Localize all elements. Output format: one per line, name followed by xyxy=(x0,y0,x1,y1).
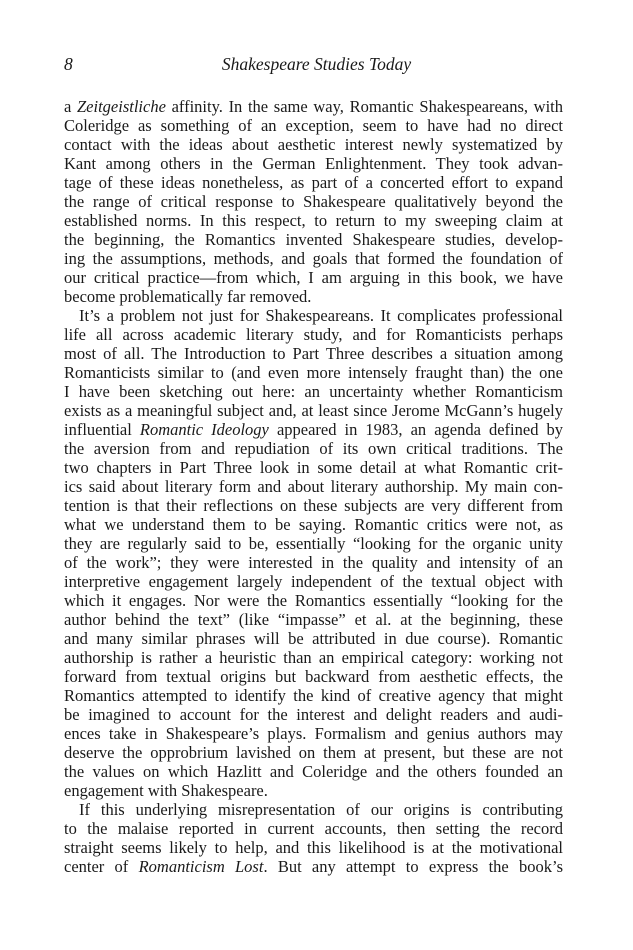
text-line xyxy=(64,819,563,838)
text-run: our critical practice—from which, I am arguing in this book, we have xyxy=(64,268,563,287)
text-line xyxy=(64,192,563,211)
text-run: and many similar phrases will be attributed in due course). Romantic xyxy=(64,629,563,648)
text-line xyxy=(64,838,563,857)
text-line xyxy=(64,705,563,724)
text-run: . But any attempt to express the book’s xyxy=(263,857,563,876)
text-line xyxy=(64,496,563,515)
text-line xyxy=(64,515,563,534)
text-run: established norms. In this respect, to return to my sweeping claim at xyxy=(64,211,563,230)
text-run: engagement with Shakespeare. xyxy=(64,781,268,800)
text-run: tention is that their reflections on these subjects are very different from xyxy=(64,496,563,515)
text-run: two chapters in Part Three look in some detail at what Romantic crit- xyxy=(64,458,563,477)
running-title: Shakespeare Studies Today xyxy=(221,54,412,74)
text-line xyxy=(64,724,563,743)
text-line xyxy=(64,629,563,648)
text-run: to the malaise reported in current accounts, then setting the record xyxy=(64,819,563,838)
text-line xyxy=(64,553,563,572)
text-run: ences take in Shakespeare’s plays. Formalism and genius authors may xyxy=(64,724,563,743)
text-line xyxy=(64,325,563,344)
text-line xyxy=(64,667,563,686)
text-run: Romanticists similar to (and even more intensely fraught than) the one xyxy=(64,363,563,382)
text-line xyxy=(64,268,563,287)
text-line xyxy=(64,800,563,819)
text-run: of the work”; they were interested in the quality and intensity of an xyxy=(64,553,563,572)
text-line xyxy=(64,743,563,762)
text-run: the beginning, the Romantics invented Shakespeare studies, develop- xyxy=(64,230,563,249)
text-line xyxy=(64,591,563,610)
text-run: ing the assumptions, methods, and goals that formed the foundation of xyxy=(64,249,563,268)
text-run: a xyxy=(64,97,77,116)
text-line xyxy=(64,610,563,629)
italic-title: Romantic Ideology xyxy=(139,420,269,439)
text-run: It’s a problem not just for Shakespeareans. It complicates professional xyxy=(79,306,563,325)
text-line xyxy=(64,306,563,325)
text-run: I have been sketching out here: an uncertainty whether Romanticism xyxy=(64,382,563,401)
text-line xyxy=(64,135,563,154)
text-line xyxy=(64,382,563,401)
running-header xyxy=(64,54,569,76)
text-run: contact with the ideas about aesthetic interest newly systematized by xyxy=(64,135,563,154)
text-line xyxy=(64,458,563,477)
text-run: be imagined to account for the interest and delight readers and audi- xyxy=(64,705,563,724)
text-run: author behind the text” (like “impasse” et al. at the beginning, these xyxy=(64,610,563,629)
text-line xyxy=(64,344,563,363)
text-line xyxy=(64,173,563,192)
text-run: appeared in 1983, an agenda defined by xyxy=(268,420,563,439)
text-run: Kant among others in the German Enlightenment. They took advan- xyxy=(64,154,563,173)
body-text xyxy=(64,97,563,876)
text-line xyxy=(64,420,563,439)
text-run: become problematically far removed. xyxy=(64,287,312,306)
text-run: center of xyxy=(64,857,139,876)
text-run: ics said about literary form and about literary authorship. My main con- xyxy=(64,477,563,496)
text-line xyxy=(64,857,563,876)
text-run: interpretive engagement largely independent of the textual object with xyxy=(64,572,563,591)
text-run: the values on which Hazlitt and Coleridge and the others founded an xyxy=(64,762,563,781)
text-line xyxy=(64,686,563,705)
text-run: authorship is rather a heuristic than an empirical category: working not xyxy=(64,648,563,667)
text-run: forward from textual origins but backward from aesthetic effects, the xyxy=(64,667,563,686)
text-run: tage of these ideas nonetheless, as part of a concerted effort to expand xyxy=(64,173,563,192)
text-line xyxy=(64,363,563,382)
text-line xyxy=(64,762,563,781)
text-run: what we understand them to be saying. Romantic critics were not, as xyxy=(64,515,563,534)
page-number: 8 xyxy=(64,54,73,74)
text-line xyxy=(64,97,563,116)
text-run: straight seems likely to help, and this likelihood is at the motivational xyxy=(64,838,563,857)
text-run: affinity. In the same way, Romantic Shakespeareans, with xyxy=(165,97,563,116)
text-run: Coleridge as something of an exception, seem to have had no direct xyxy=(64,116,563,135)
text-run: most of all. The Introduction to Part Three describes a situation among xyxy=(64,344,563,363)
text-line xyxy=(64,439,563,458)
text-line xyxy=(64,211,563,230)
text-line xyxy=(64,401,563,420)
text-line xyxy=(64,781,563,800)
text-line xyxy=(64,249,563,268)
text-line xyxy=(64,534,563,553)
text-run: If this underlying misrepresentation of our origins is contributing xyxy=(79,800,563,819)
italic-title: Zeitgeistliche xyxy=(77,97,166,116)
text-run: life all across academic literary study, and for Romanticists perhaps xyxy=(64,325,563,344)
text-run: the aversion from and repudiation of its own critical traditions. The xyxy=(64,439,563,458)
text-line xyxy=(64,477,563,496)
text-run: exists as a meaningful subject and, at least since Jerome McGann’s hugely xyxy=(64,401,563,420)
text-run: deserve the opprobrium lavished on them at present, but these are not xyxy=(64,743,563,762)
text-line xyxy=(64,287,563,306)
italic-title: Romanticism Lost xyxy=(138,857,264,876)
text-line xyxy=(64,648,563,667)
text-run: influential xyxy=(64,420,140,439)
text-run: the range of critical response to Shakespeare qualitatively beyond the xyxy=(64,192,563,211)
text-run: they are regularly said to be, essentially “looking for the organic unity xyxy=(64,534,563,553)
text-line xyxy=(64,572,563,591)
text-run: which it engages. Nor were the Romantics essentially “looking for the xyxy=(64,591,563,610)
text-line xyxy=(64,154,563,173)
text-line xyxy=(64,230,563,249)
text-run: Romantics attempted to identify the kind of creative agency that might xyxy=(64,686,563,705)
text-line xyxy=(64,116,563,135)
